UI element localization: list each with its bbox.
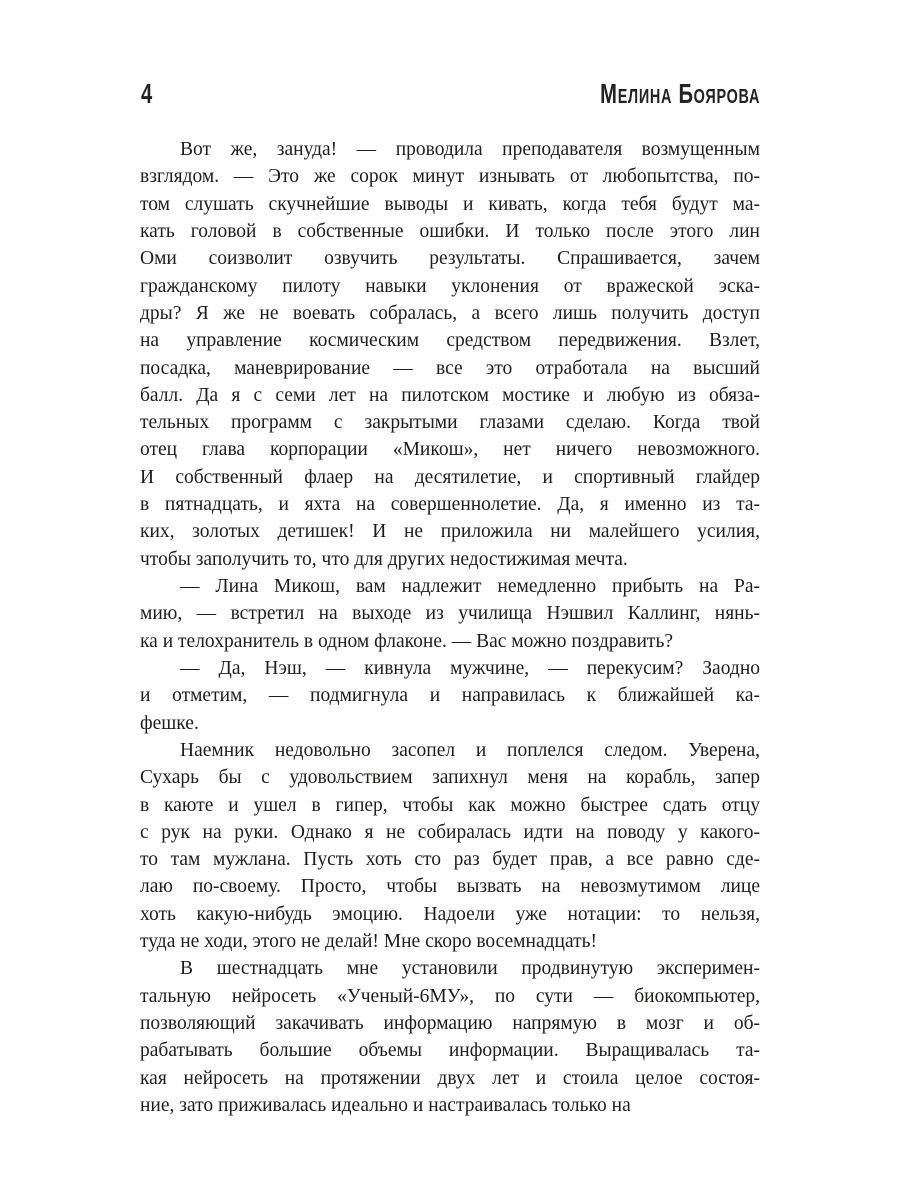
paragraph: [140, 955, 760, 1119]
text-line: в пятнадцать, и яхта на совершеннолетие. Да, я именно из та-: [140, 494, 760, 516]
text-line: рабатывать большие объемы информации. Выращивалась та-: [140, 1040, 760, 1062]
text-line: позволяющий закачивать информацию напрямую в мозг и об-: [140, 1013, 760, 1034]
text-line: и отметим, — подмигнула и направилась к ближайшей ка-: [140, 685, 760, 707]
text-line: ка и телохранитель в одном флаконе. — Вас можно поздравить?: [140, 630, 674, 652]
text-line: тельных программ с закрытыми глазами сделаю. Когда твой: [140, 412, 760, 434]
text-line: то там мужлана. Пусть хоть сто раз будет прав, а все равно сде-: [140, 849, 760, 871]
text-line: чтобы заполучить то, что для других недостижимая мечта.: [140, 548, 628, 570]
text-line: лаю по-своему. Просто, чтобы вызвать на невозмутимом лице: [140, 876, 760, 898]
text-line: мию, — встретил на выходе из училища Нэшвил Каллинг, нянь-: [140, 603, 760, 625]
text-line: хоть какую-нибудь эмоцию. Надоели уже нотации: то нельзя,: [140, 903, 760, 925]
text-line: Наемник недовольно засопел и поплелся следом. Уверена,: [180, 739, 760, 761]
text-line: взглядом. — Это же сорок минут изнывать от любопытства, по-: [140, 166, 760, 188]
paragraph: [140, 655, 760, 737]
running-header: [141, 78, 760, 108]
text-line: гражданскому пилоту навыки уклонения от вражеской эска-: [140, 275, 760, 297]
text-line: И собственный флаер на десятилетие, и спортивный глайдер: [140, 466, 760, 488]
text-line: ких, золотых детишек! И не приложила ни малейшего усилия,: [140, 521, 760, 543]
text-line: Оми соизволит озвучить результаты. Спрашивается, зачем: [140, 248, 760, 270]
text-line: кать головой в собственные ошибки. И только после этого лин: [140, 220, 760, 242]
text-line: — Да, Нэш, — кивнула мужчине, — перекусим? Заодно: [180, 657, 760, 679]
text-line: Сухарь бы с удовольствием запихнул меня на корабль, запер: [140, 767, 760, 789]
text-line: дры? Я же не воевать собралась, а всего лишь получить доступ: [140, 302, 760, 324]
paragraph: [140, 573, 760, 655]
text-line: балл. Да я с семи лет на пилотском мостике и любую из обяза-: [140, 384, 760, 406]
text-line: — Лина Микош, вам надлежит немедленно прибыть на Ра-: [180, 576, 760, 597]
text-line: В шестнадцать мне установили продвинутую эксперимен-: [180, 958, 760, 980]
page-number: 4: [141, 78, 153, 109]
text-line: отец глава корпорации «Микош», нет ничего невозможного.: [140, 439, 760, 461]
text-line: тальную нейросеть «Ученый-6МУ», по сути — биокомпьютер,: [140, 985, 760, 1007]
paragraph: [140, 737, 760, 956]
text-line: посадка, маневрирование — все это отработала на высший: [140, 357, 760, 379]
text-line: Вот же, зануда! — проводила преподавателя возмущенным: [180, 139, 760, 160]
text-line: том слушать скучнейшие выводы и кивать, когда тебя будут ма-: [140, 193, 760, 215]
text-line: фешке.: [140, 712, 199, 734]
page-text-body: [140, 136, 760, 1119]
paragraph: [140, 136, 760, 573]
text-line: кая нейросеть на протяжении двух лет и стоила целое состоя-: [140, 1067, 760, 1089]
text-line: в каюте и ушел в гипер, чтобы как можно быстрее сдать отцу: [140, 794, 760, 816]
text-line: туда не ходи, этого не делай! Мне скоро восемнадцать!: [140, 931, 598, 953]
running-head-author: Мелина Боярова: [600, 78, 760, 109]
text-line: на управление космическим средством передвижения. Взлет,: [140, 330, 760, 352]
text-line: ние, зато приживалась идеально и настраивалась только на: [140, 1094, 631, 1116]
text-line: с рук на руки. Однако я не собиралась идти на поводу у какого-: [140, 821, 760, 843]
